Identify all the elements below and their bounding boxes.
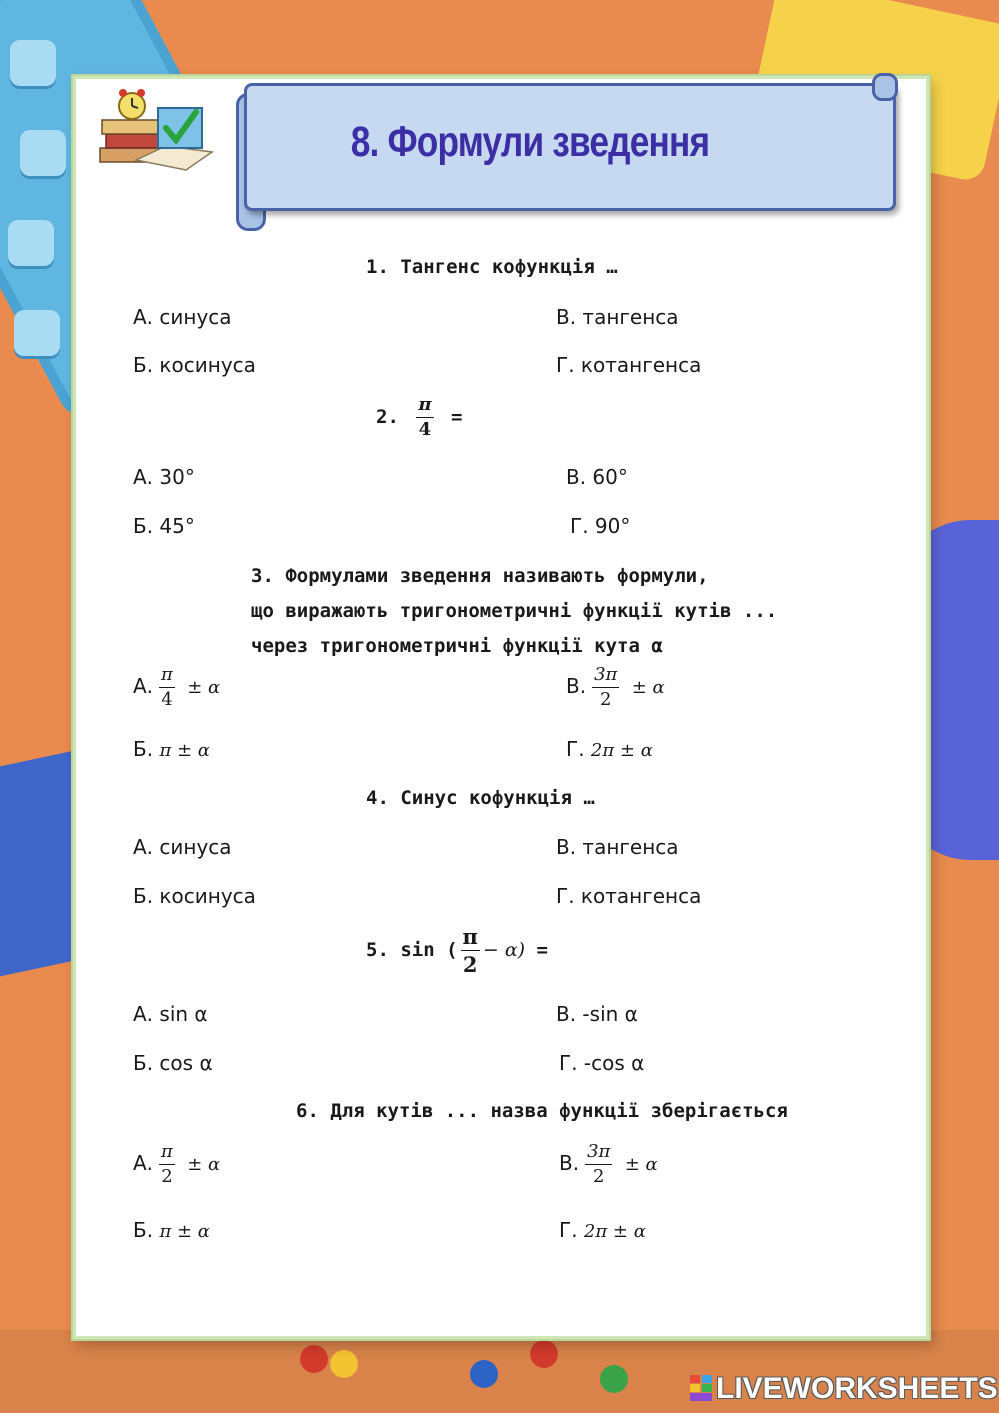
fraction-denominator: 4	[416, 417, 433, 439]
option-prefix: А.	[133, 1151, 154, 1175]
question-3-option-b[interactable]	[133, 737, 210, 761]
question-4: 4. Синус кофункція …	[366, 787, 595, 809]
question-2-option-g[interactable]: Г. 90°	[570, 514, 631, 538]
question-2-option-v[interactable]: В. 60°	[566, 465, 628, 489]
question-4-option-g[interactable]: Г. котангенса	[556, 884, 702, 908]
fraction-denominator: 4	[159, 687, 175, 709]
option-expression: 2π ± α	[590, 740, 653, 761]
question-2-suffix: =	[450, 406, 463, 428]
question-5-middle: − α)	[482, 939, 526, 961]
abacus-bead	[600, 1365, 628, 1393]
calculator-key	[8, 220, 54, 266]
option-prefix: Б.	[133, 737, 154, 761]
option-prefix: А.	[133, 674, 154, 698]
liveworksheets-mark-icon	[690, 1375, 712, 1401]
option-prefix: Б.	[133, 1218, 154, 1242]
option-fraction	[585, 1143, 612, 1186]
question-2-option-a[interactable]: А. 30°	[133, 465, 195, 489]
question-3-line-3: через тригонометричні функції кута α	[251, 635, 663, 657]
question-6-option-a[interactable]	[133, 1143, 220, 1186]
option-expression: π ± α	[159, 1221, 210, 1242]
question-3-option-g[interactable]	[566, 737, 653, 761]
option-prefix: Г.	[566, 737, 585, 761]
fraction-numerator: π	[462, 924, 478, 949]
fraction-numerator: π	[161, 1141, 173, 1162]
abacus-bead	[530, 1340, 558, 1368]
page-title: 8. Формули зведення	[350, 118, 710, 166]
question-3-option-a[interactable]	[133, 666, 220, 709]
question-5-fraction	[461, 926, 480, 975]
question-1: 1. Тангенс кофункція …	[366, 256, 618, 278]
question-5-option-v[interactable]: В. -sin α	[556, 1002, 638, 1026]
books-clock-checkmark-icon	[96, 86, 216, 176]
question-2-fraction	[416, 396, 433, 439]
question-5-option-b[interactable]: Б. cos α	[133, 1051, 213, 1075]
fraction-denominator: 2	[461, 950, 480, 975]
option-prefix: Г.	[559, 1218, 578, 1242]
question-5-prefix: 5. sin (	[366, 939, 458, 961]
question-1-option-a[interactable]: А. синуса	[133, 305, 232, 329]
liveworksheets-logo[interactable]	[690, 1372, 998, 1406]
logo-text: LIVEWORKSHEETS	[716, 1372, 998, 1405]
question-4-option-v[interactable]: В. тангенса	[556, 835, 679, 859]
option-suffix: ± α	[187, 1154, 221, 1175]
question-5-option-a[interactable]: А. sin α	[133, 1002, 208, 1026]
fraction-denominator: 2	[585, 1164, 612, 1186]
banner-scroll-roll-right	[872, 73, 898, 101]
fraction-numerator: π	[418, 394, 432, 415]
question-5	[366, 926, 548, 975]
question-5-suffix: =	[536, 939, 548, 961]
calculator-key	[20, 130, 66, 176]
question-2	[376, 396, 462, 439]
fraction-numerator: π	[161, 664, 173, 685]
fraction-denominator: 2	[592, 687, 619, 709]
question-6-option-v[interactable]	[559, 1143, 658, 1186]
question-6-option-b[interactable]	[133, 1218, 210, 1242]
calculator-key	[10, 40, 56, 86]
question-2-prefix: 2.	[376, 406, 399, 428]
question-4-option-b[interactable]: Б. косинуса	[133, 884, 256, 908]
question-1-option-g[interactable]: Г. котангенса	[556, 353, 702, 377]
question-6-option-g[interactable]	[559, 1218, 646, 1242]
question-1-option-v[interactable]: В. тангенса	[556, 305, 679, 329]
question-3-line-2: що виражають тригонометричні функції кутів ...	[251, 600, 778, 622]
option-expression: 2π ± α	[583, 1221, 646, 1242]
option-suffix: ± α	[624, 1154, 658, 1175]
option-suffix: ± α	[631, 677, 665, 698]
option-prefix: В.	[559, 1151, 580, 1175]
option-prefix: В.	[566, 674, 587, 698]
fraction-numerator: 3π	[587, 1141, 611, 1162]
option-expression: π ± α	[159, 740, 210, 761]
fraction-denominator: 2	[159, 1164, 175, 1186]
option-fraction	[159, 1143, 175, 1186]
question-5-option-g[interactable]: Г. -cos α	[559, 1051, 645, 1075]
option-suffix: ± α	[187, 677, 221, 698]
calculator-key	[14, 310, 60, 356]
question-6: 6. Для кутів ... назва функції зберігається	[296, 1100, 788, 1122]
question-4-option-a[interactable]: А. синуса	[133, 835, 232, 859]
abacus-bead	[470, 1360, 498, 1388]
abacus-bead	[300, 1345, 328, 1373]
fraction-numerator: 3π	[594, 664, 618, 685]
abacus-bead	[330, 1350, 358, 1378]
option-fraction	[592, 666, 619, 709]
question-2-option-b[interactable]: Б. 45°	[133, 514, 195, 538]
question-1-option-b[interactable]: Б. косинуса	[133, 353, 256, 377]
question-3-line-1: 3. Формулами зведення називають формули,	[251, 565, 709, 587]
question-3-option-v[interactable]	[566, 666, 665, 709]
option-fraction	[159, 666, 175, 709]
